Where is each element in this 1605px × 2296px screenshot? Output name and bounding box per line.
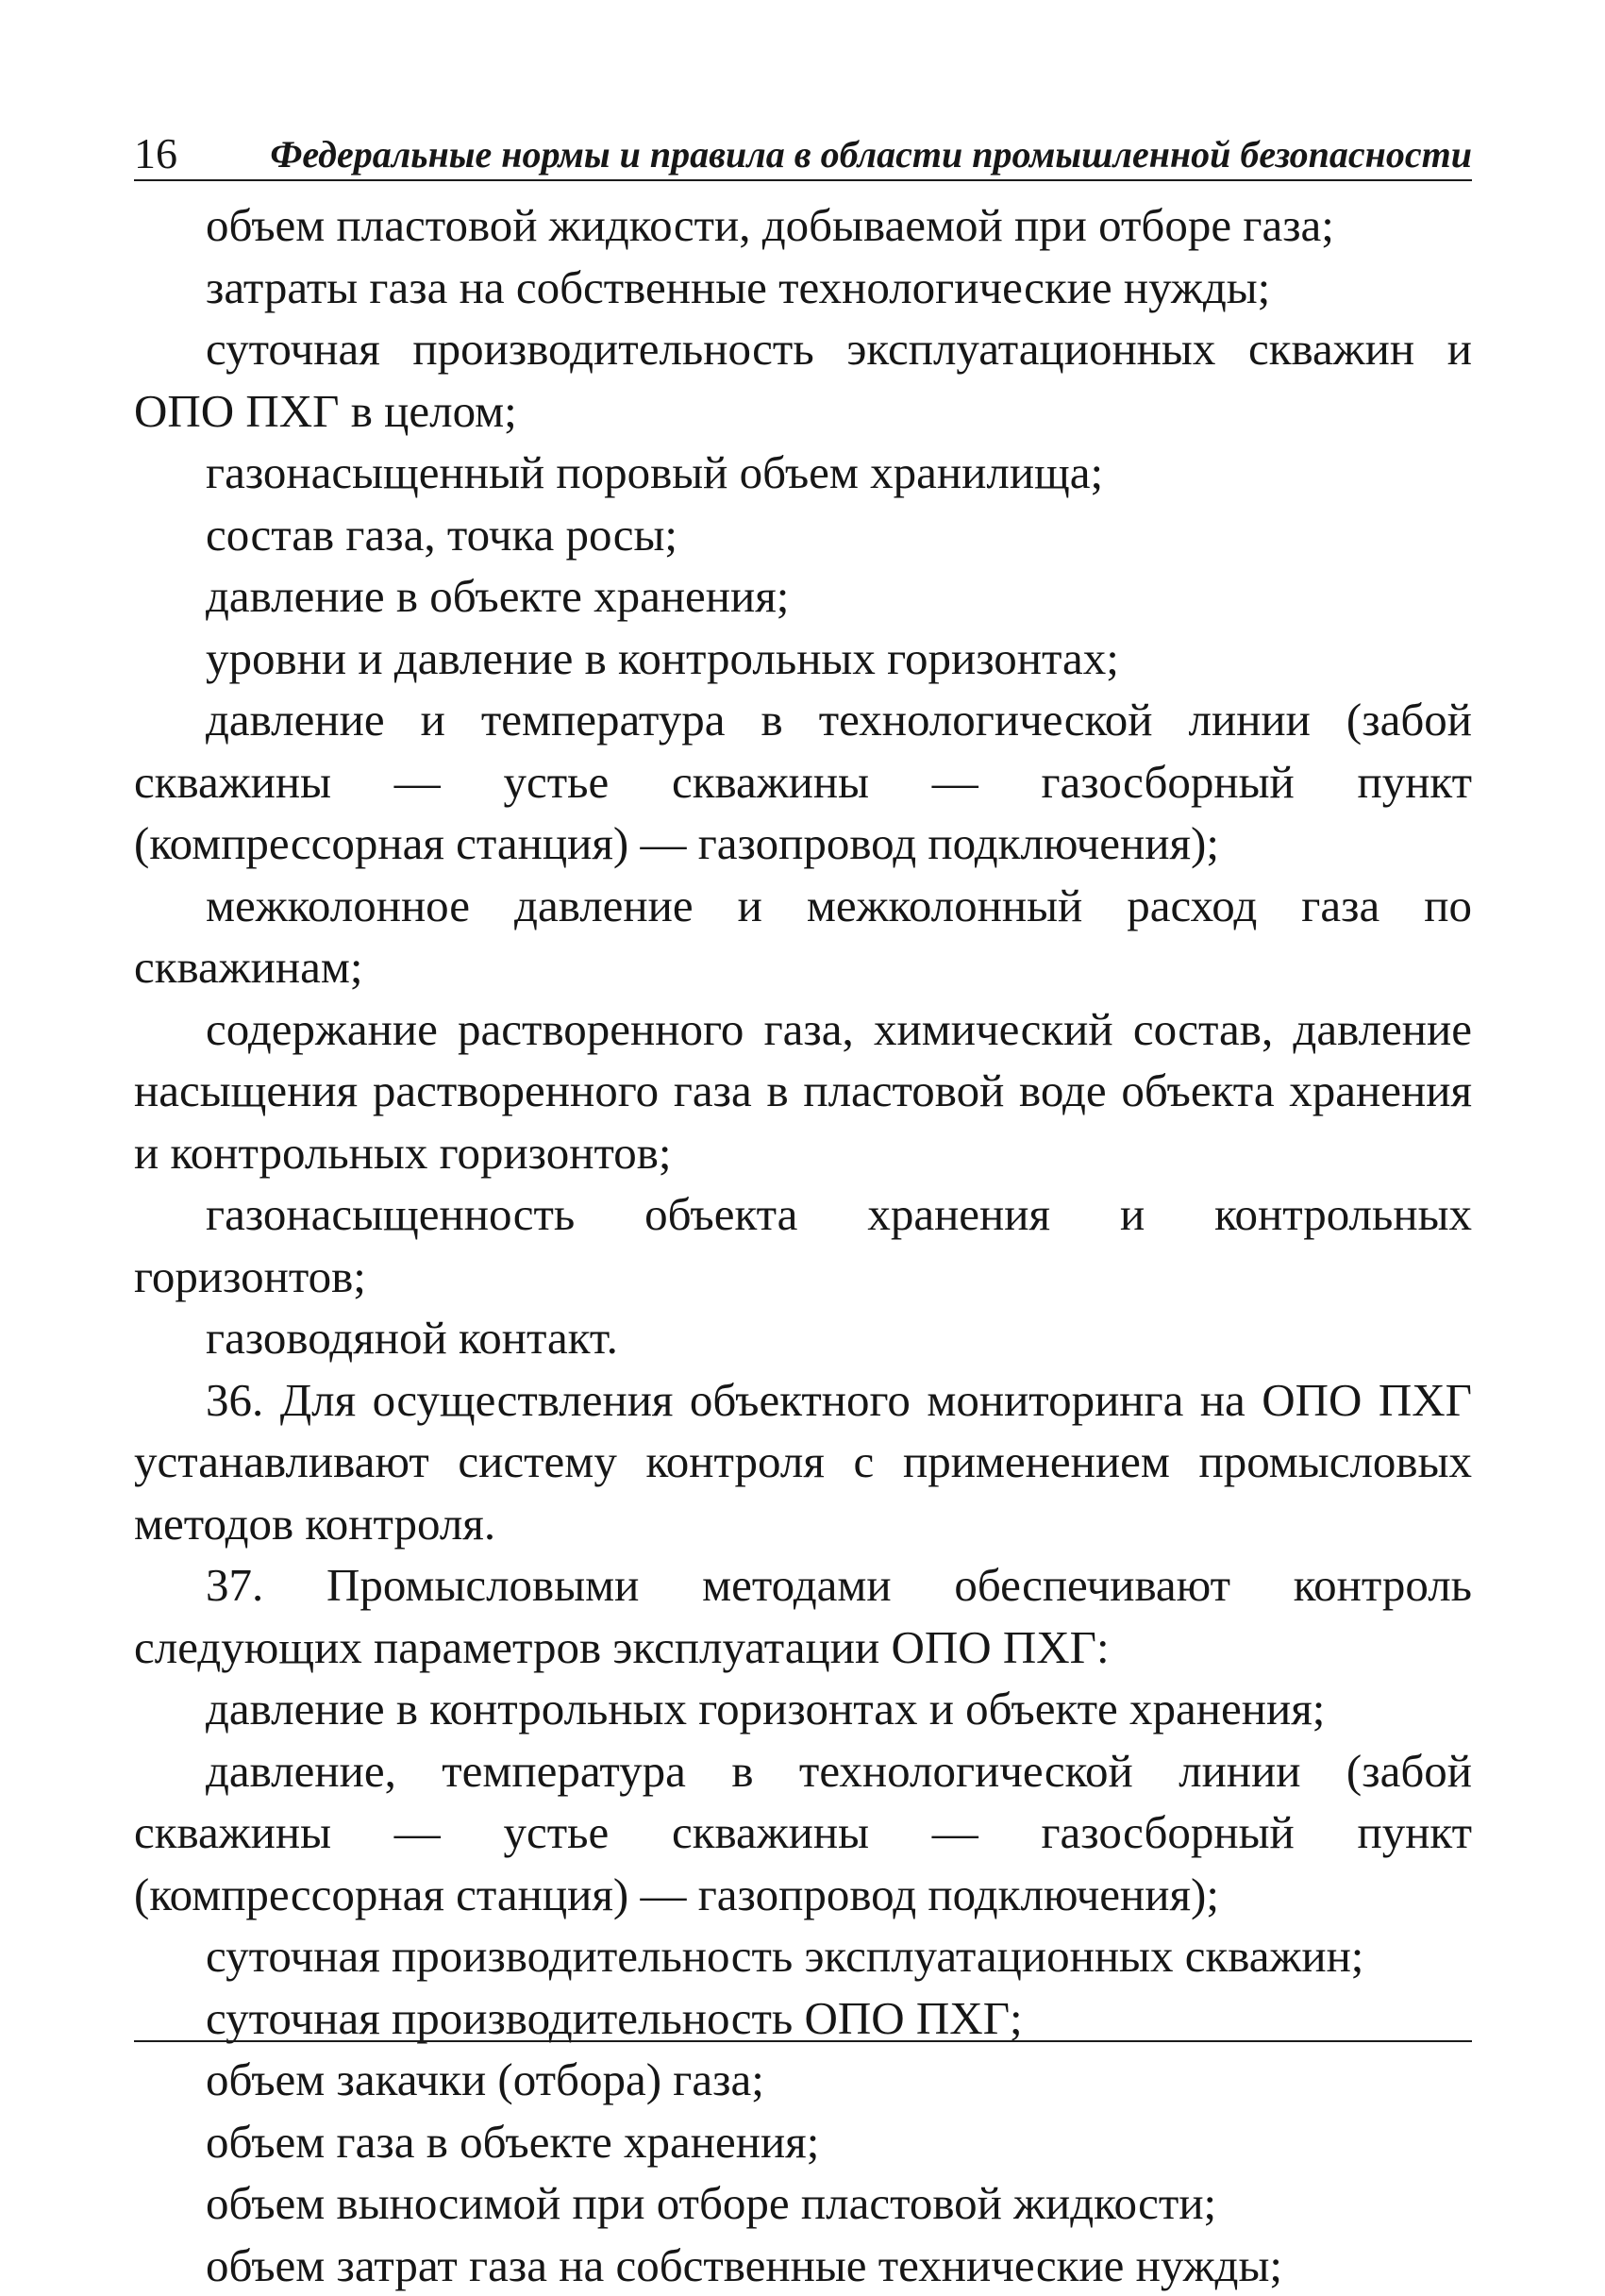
page-body	[134, 194, 1472, 2296]
list-item-gas-saturation: газонасыщенность объекта хранения и контрольных горизонтов;	[134, 1183, 1472, 1307]
list-item-gas-own-needs: затраты газа на собственные технологические нужды;	[134, 257, 1472, 319]
list-item-process-line-parameters: давление, температура в технологической линии (забой скважины — устье скважины — газосборный пункт (компрессорная станция) — газопровод подключения);	[134, 1740, 1472, 1926]
list-item-daily-production-facility: суточная производительность ОПО ПХГ;	[134, 1987, 1472, 2050]
list-item-control-horizon-levels: уровни и давление в контрольных горизонтах;	[134, 628, 1472, 690]
list-item-gas-in-storage-volume: объем газа в объекте хранения;	[134, 2111, 1472, 2173]
running-title: Федеральные нормы и правила в области промышленной безопасности	[270, 136, 1472, 174]
list-item-pore-volume: газонасыщенный поровый объем хранилища;	[134, 442, 1472, 504]
list-item-horizon-and-storage-pressure: давление в контрольных горизонтах и объекте хранения;	[134, 1678, 1472, 1740]
list-item-gas-composition: состав газа, точка росы;	[134, 504, 1472, 566]
list-item-daily-production-wells: суточная производительность эксплуатационных скважин;	[134, 1925, 1472, 1987]
list-item-technical-needs-volume: объем затрат газа на собственные технические нужды;	[134, 2235, 1472, 2296]
list-item-injection-withdrawal-volume: объем закачки (отбора) газа;	[134, 2049, 1472, 2111]
page-number: 16	[134, 132, 177, 176]
list-item-intercasing-pressure: межколонное давление и межколонный расход газа по скважинам;	[134, 875, 1472, 998]
list-item-gas-water-contact: газоводяной контакт.	[134, 1307, 1472, 1369]
list-item-dissolved-gas: содержание растворенного газа, химический состав, давление насыщения растворенного газа в пластовой воде объекта хранения и контрольных горизонтов;	[134, 998, 1472, 1184]
list-item-daily-well-output: суточная производительность эксплуатационных скважин и ОПО ПХГ в целом;	[134, 318, 1472, 442]
page-header	[134, 117, 1472, 181]
list-item-carried-fluid-volume: объем выносимой при отборе пластовой жидкости;	[134, 2172, 1472, 2235]
bottom-rule	[134, 2040, 1472, 2042]
list-item-formation-fluid-volume: объем пластовой жидкости, добываемой при отборе газа;	[134, 194, 1472, 257]
list-item-storage-pressure: давление в объекте хранения;	[134, 565, 1472, 628]
clause-36: 36. Для осуществления объектного мониторинга на ОПО ПХГ устанавливают систему контроля с применением промысловых методов контроля.	[134, 1369, 1472, 1555]
clause-37: 37. Промысловыми методами обеспечивают контроль следующих параметров эксплуатации ОПО ПХГ:	[134, 1554, 1472, 1678]
list-item-process-line-pressure-temperature: давление и температура в технологической линии (забой скважины — устье скважины — газосборный пункт (компрессорная станция) — газопровод подключения);	[134, 689, 1472, 875]
